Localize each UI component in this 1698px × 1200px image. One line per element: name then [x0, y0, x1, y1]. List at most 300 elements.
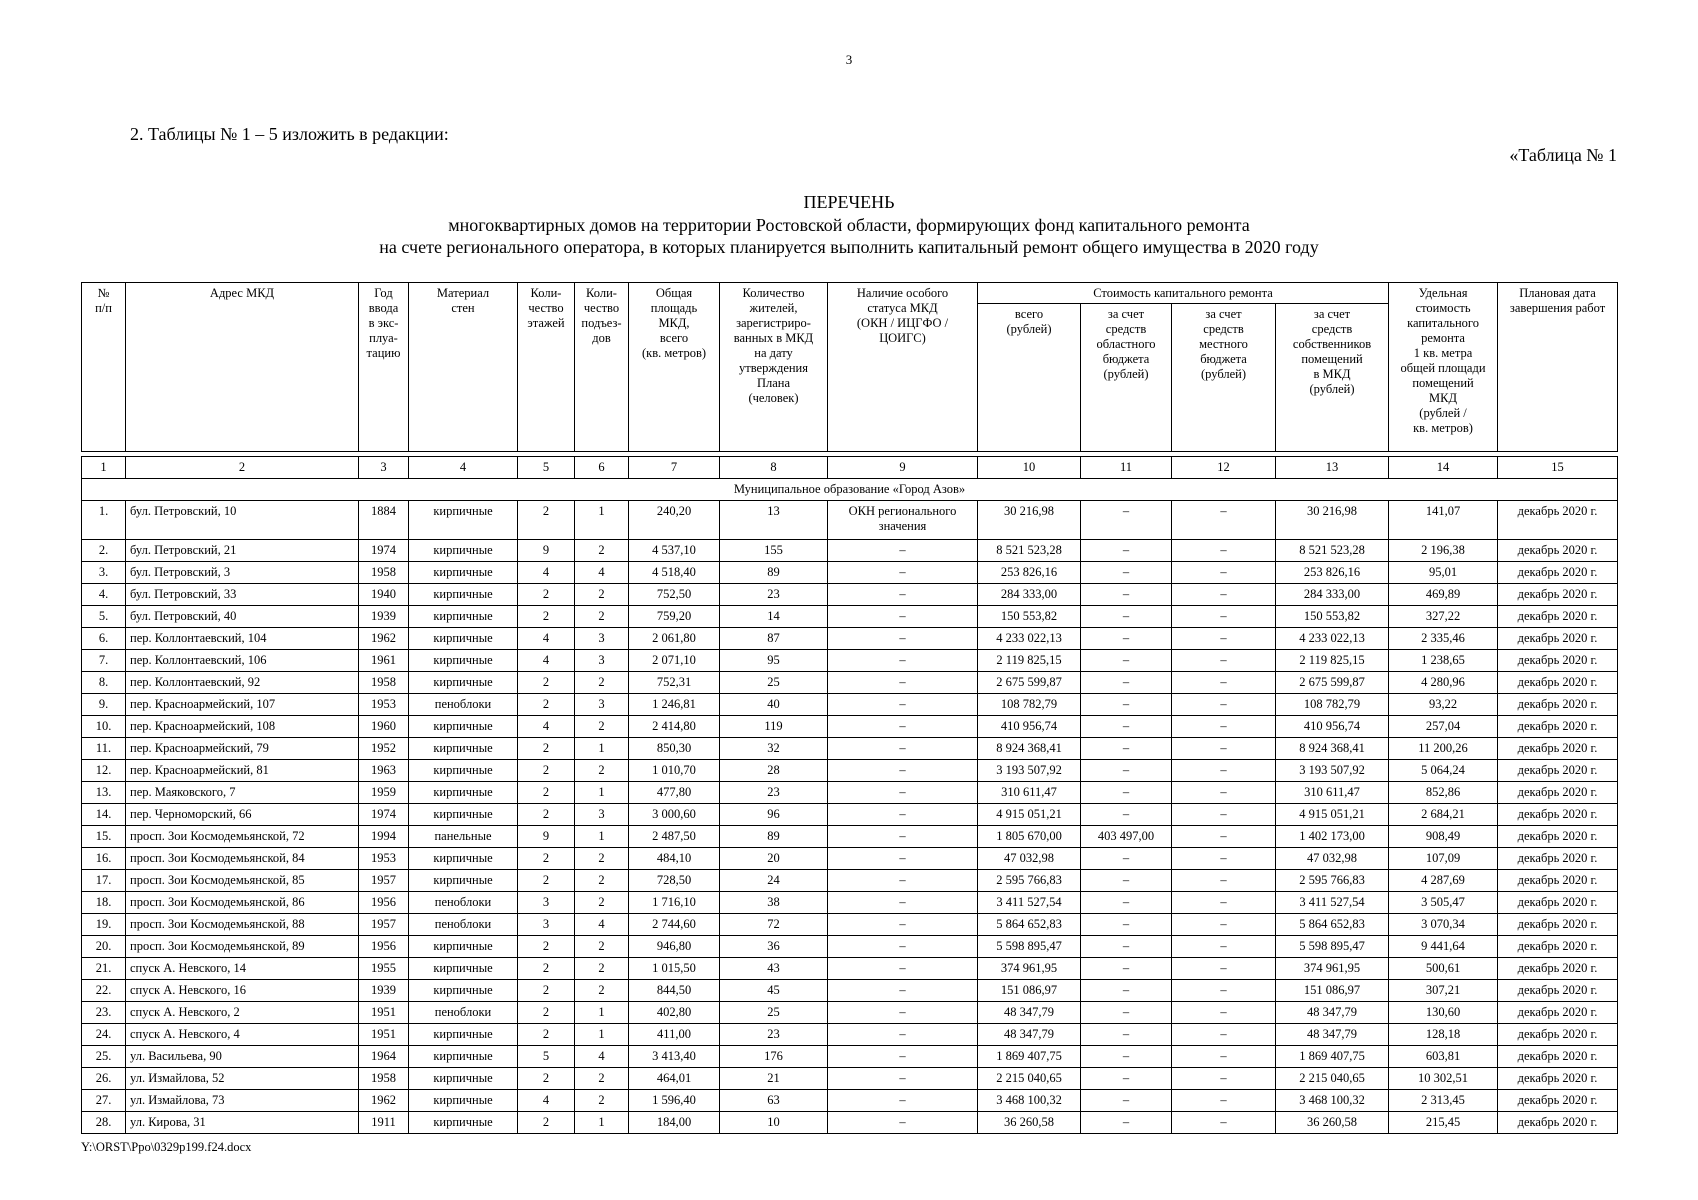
cell-row-number: 16.: [82, 848, 126, 870]
cell-cost-regional-budget: –: [1081, 1024, 1172, 1046]
cell-address: спуск А. Невского, 2: [126, 1002, 359, 1024]
cell-address: ул. Васильева, 90: [126, 1046, 359, 1068]
cell-cost-owners: 5 864 652,83: [1276, 914, 1389, 936]
cell-cost-regional-budget: –: [1081, 540, 1172, 562]
cell-year: 1962: [359, 1090, 409, 1112]
cell-residents: 23: [720, 1024, 828, 1046]
cell-unit-cost: 2 335,46: [1389, 628, 1498, 650]
cell-floors: 3: [518, 914, 575, 936]
cell-cost-owners: 108 782,79: [1276, 694, 1389, 716]
cell-total-area: 759,20: [629, 606, 720, 628]
cell-floors: 2: [518, 1068, 575, 1090]
table-row: [82, 848, 1618, 870]
cell-cost-total: 30 216,98: [978, 501, 1081, 540]
cell-cost-regional-budget: –: [1081, 892, 1172, 914]
municipality-section-title: Муниципальное образование «Город Азов»: [82, 479, 1618, 501]
cell-address: спуск А. Невского, 16: [126, 980, 359, 1002]
cell-floors: 2: [518, 980, 575, 1002]
table-row: [82, 870, 1618, 892]
cell-special-status: –: [828, 870, 978, 892]
cell-total-area: 1 596,40: [629, 1090, 720, 1112]
cell-year: 1939: [359, 606, 409, 628]
cell-planned-date: декабрь 2020 г.: [1498, 694, 1618, 716]
cell-special-status: –: [828, 782, 978, 804]
cell-floors: 2: [518, 804, 575, 826]
cell-planned-date: декабрь 2020 г.: [1498, 782, 1618, 804]
cell-special-status: –: [828, 1068, 978, 1090]
cell-cost-regional-budget: –: [1081, 958, 1172, 980]
cell-address: просп. Зои Космодемьянской, 88: [126, 914, 359, 936]
cell-address: просп. Зои Космодемьянской, 85: [126, 870, 359, 892]
cell-row-number: 8.: [82, 672, 126, 694]
cell-year: 1958: [359, 562, 409, 584]
cell-unit-cost: 130,60: [1389, 1002, 1498, 1024]
cell-cost-total: 3 411 527,54: [978, 892, 1081, 914]
cell-floors: 2: [518, 584, 575, 606]
cell-residents: 45: [720, 980, 828, 1002]
table-row: [82, 1112, 1618, 1134]
cell-row-number: 27.: [82, 1090, 126, 1112]
cell-total-area: 1 246,81: [629, 694, 720, 716]
cell-total-area: 402,80: [629, 1002, 720, 1024]
cell-row-number: 28.: [82, 1112, 126, 1134]
header-body: [82, 283, 1618, 452]
cell-cost-total: 2 215 040,65: [978, 1068, 1081, 1090]
cell-cost-regional-budget: –: [1081, 980, 1172, 1002]
cell-total-area: 728,50: [629, 870, 720, 892]
cell-cost-local-budget: –: [1172, 826, 1276, 848]
cell-year: 1951: [359, 1002, 409, 1024]
column-number-row: [82, 457, 1618, 479]
cell-cost-local-budget: –: [1172, 1090, 1276, 1112]
cell-special-status: –: [828, 804, 978, 826]
cell-cost-regional-budget: –: [1081, 870, 1172, 892]
cell-wall-material: кирпичные: [409, 980, 518, 1002]
cell-year: 1911: [359, 1112, 409, 1134]
cell-row-number: 19.: [82, 914, 126, 936]
cell-year: 1974: [359, 540, 409, 562]
cell-cost-owners: 1 869 407,75: [1276, 1046, 1389, 1068]
column-number: 15: [1498, 457, 1618, 479]
table-row: [82, 1024, 1618, 1046]
cell-special-status: –: [828, 694, 978, 716]
cell-cost-total: 48 347,79: [978, 1024, 1081, 1046]
cell-entrances: 1: [575, 826, 629, 848]
cell-unit-cost: 469,89: [1389, 584, 1498, 606]
column-number: 13: [1276, 457, 1389, 479]
table-label: «Таблица № 1: [1509, 145, 1617, 165]
cell-entrances: 4: [575, 562, 629, 584]
cell-residents: 40: [720, 694, 828, 716]
cell-unit-cost: 2 684,21: [1389, 804, 1498, 826]
cell-total-area: 4 518,40: [629, 562, 720, 584]
cell-cost-regional-budget: –: [1081, 1002, 1172, 1024]
cell-cost-total: 3 468 100,32: [978, 1090, 1081, 1112]
cell-wall-material: кирпичные: [409, 782, 518, 804]
table-row: [82, 716, 1618, 738]
cell-residents: 63: [720, 1090, 828, 1112]
cell-entrances: 1: [575, 738, 629, 760]
cell-address: пер. Черноморский, 66: [126, 804, 359, 826]
cell-total-area: 2 071,10: [629, 650, 720, 672]
col-header-unit-cost: Удельная стоимость капитального ремонта 1 кв. метра общей площади помещений МКД (рублей / кв. метров): [1389, 283, 1498, 452]
cell-special-status: –: [828, 672, 978, 694]
table-row: [82, 914, 1618, 936]
cell-wall-material: кирпичные: [409, 501, 518, 540]
cell-cost-regional-budget: –: [1081, 650, 1172, 672]
column-number: 5: [518, 457, 575, 479]
cell-entrances: 3: [575, 804, 629, 826]
cell-year: 1958: [359, 672, 409, 694]
cell-cost-total: 5 598 895,47: [978, 936, 1081, 958]
cell-row-number: 2.: [82, 540, 126, 562]
column-number: 11: [1081, 457, 1172, 479]
cell-address: пер. Коллонтаевский, 106: [126, 650, 359, 672]
cell-cost-regional-budget: –: [1081, 501, 1172, 540]
cell-planned-date: декабрь 2020 г.: [1498, 936, 1618, 958]
cell-cost-local-budget: –: [1172, 1046, 1276, 1068]
cell-row-number: 10.: [82, 716, 126, 738]
cell-residents: 21: [720, 1068, 828, 1090]
cell-cost-total: 150 553,82: [978, 606, 1081, 628]
cell-cost-local-budget: –: [1172, 760, 1276, 782]
cell-residents: 23: [720, 584, 828, 606]
cell-residents: 23: [720, 782, 828, 804]
cell-cost-owners: 410 956,74: [1276, 716, 1389, 738]
column-number: 6: [575, 457, 629, 479]
table-header: [81, 282, 1618, 452]
title-line-2: многоквартирных домов на территории Ростовской области, формирующих фонд капитального ремонта: [448, 214, 1250, 235]
cell-address: пер. Красноармейский, 107: [126, 694, 359, 716]
cell-planned-date: декабрь 2020 г.: [1498, 958, 1618, 980]
cell-unit-cost: 307,21: [1389, 980, 1498, 1002]
cell-unit-cost: 141,07: [1389, 501, 1498, 540]
cell-cost-total: 3 193 507,92: [978, 760, 1081, 782]
cell-total-area: 1 015,50: [629, 958, 720, 980]
cell-row-number: 3.: [82, 562, 126, 584]
column-number: 10: [978, 457, 1081, 479]
table-title: [0, 191, 1698, 259]
cell-cost-local-budget: –: [1172, 980, 1276, 1002]
cell-floors: 4: [518, 1090, 575, 1112]
col-header-cost-regional-budget: за счет средств областного бюджета (рублей): [1081, 304, 1172, 452]
cell-wall-material: кирпичные: [409, 672, 518, 694]
cell-entrances: 1: [575, 1024, 629, 1046]
cell-total-area: 2 487,50: [629, 826, 720, 848]
cell-total-area: 752,50: [629, 584, 720, 606]
cell-wall-material: кирпичные: [409, 958, 518, 980]
cell-year: 1963: [359, 760, 409, 782]
cell-cost-regional-budget: –: [1081, 848, 1172, 870]
cell-entrances: 1: [575, 1112, 629, 1134]
cell-floors: 4: [518, 628, 575, 650]
cell-cost-total: 151 086,97: [978, 980, 1081, 1002]
cell-floors: 2: [518, 672, 575, 694]
cell-wall-material: кирпичные: [409, 1046, 518, 1068]
cell-total-area: 2 744,60: [629, 914, 720, 936]
table-body: [82, 457, 1618, 1134]
cell-total-area: 4 537,10: [629, 540, 720, 562]
cell-special-status: –: [828, 936, 978, 958]
cell-cost-local-budget: –: [1172, 1002, 1276, 1024]
cell-total-area: 477,80: [629, 782, 720, 804]
cell-wall-material: кирпичные: [409, 760, 518, 782]
cell-residents: 43: [720, 958, 828, 980]
cell-row-number: 21.: [82, 958, 126, 980]
cell-wall-material: пеноблоки: [409, 892, 518, 914]
cell-planned-date: декабрь 2020 г.: [1498, 584, 1618, 606]
column-number: 9: [828, 457, 978, 479]
cell-cost-owners: 4 233 022,13: [1276, 628, 1389, 650]
cell-cost-total: 1 869 407,75: [978, 1046, 1081, 1068]
cell-entrances: 4: [575, 914, 629, 936]
cell-cost-owners: 5 598 895,47: [1276, 936, 1389, 958]
header-row-1: [82, 283, 1618, 304]
cell-special-status: –: [828, 650, 978, 672]
cell-wall-material: кирпичные: [409, 936, 518, 958]
cell-planned-date: декабрь 2020 г.: [1498, 914, 1618, 936]
cell-cost-total: 253 826,16: [978, 562, 1081, 584]
cell-address: ул. Кирова, 31: [126, 1112, 359, 1134]
column-number: 4: [409, 457, 518, 479]
cell-planned-date: декабрь 2020 г.: [1498, 1068, 1618, 1090]
cell-floors: 2: [518, 958, 575, 980]
cell-cost-local-budget: –: [1172, 501, 1276, 540]
cell-year: 1952: [359, 738, 409, 760]
cell-wall-material: кирпичные: [409, 606, 518, 628]
cell-cost-local-budget: –: [1172, 1024, 1276, 1046]
cell-total-area: 484,10: [629, 848, 720, 870]
cell-residents: 36: [720, 936, 828, 958]
cell-cost-owners: 36 260,58: [1276, 1112, 1389, 1134]
cell-cost-local-budget: –: [1172, 650, 1276, 672]
col-header-residents: Количество жителей, зарегистриро- ванных в МКД на дату утверждения Плана (человек): [720, 283, 828, 452]
cell-address: пер. Красноармейский, 81: [126, 760, 359, 782]
cell-total-area: 946,80: [629, 936, 720, 958]
cell-entrances: 3: [575, 650, 629, 672]
title-line-3: на счете регионального оператора, в которых планируется выполнить капитальный ремонт общего имущества в 2020 году: [379, 237, 1319, 257]
cell-cost-local-budget: –: [1172, 936, 1276, 958]
cell-year: 1994: [359, 826, 409, 848]
cell-unit-cost: 2 313,45: [1389, 1090, 1498, 1112]
cell-planned-date: декабрь 2020 г.: [1498, 606, 1618, 628]
cell-wall-material: кирпичные: [409, 584, 518, 606]
table-row: [82, 738, 1618, 760]
cell-address: ул. Измайлова, 73: [126, 1090, 359, 1112]
cell-row-number: 9.: [82, 694, 126, 716]
cell-cost-owners: 48 347,79: [1276, 1002, 1389, 1024]
col-header-year: Год ввода в экс- плуа- тацию: [359, 283, 409, 452]
cell-row-number: 17.: [82, 870, 126, 892]
table-row: [82, 782, 1618, 804]
cell-address: пер. Красноармейский, 108: [126, 716, 359, 738]
cell-wall-material: кирпичные: [409, 650, 518, 672]
cell-row-number: 24.: [82, 1024, 126, 1046]
table-row: [82, 826, 1618, 848]
cell-floors: 2: [518, 738, 575, 760]
cell-entrances: 2: [575, 606, 629, 628]
cell-year: 1939: [359, 980, 409, 1002]
cell-cost-owners: 151 086,97: [1276, 980, 1389, 1002]
cell-cost-owners: 1 402 173,00: [1276, 826, 1389, 848]
cell-special-status: –: [828, 760, 978, 782]
cell-entrances: 2: [575, 892, 629, 914]
column-number: 7: [629, 457, 720, 479]
cell-cost-owners: 3 193 507,92: [1276, 760, 1389, 782]
cell-wall-material: пеноблоки: [409, 1002, 518, 1024]
cell-residents: 28: [720, 760, 828, 782]
cell-cost-regional-budget: –: [1081, 1046, 1172, 1068]
cell-address: бул. Петровский, 33: [126, 584, 359, 606]
cell-address: пер. Коллонтаевский, 92: [126, 672, 359, 694]
cell-row-number: 6.: [82, 628, 126, 650]
cell-planned-date: декабрь 2020 г.: [1498, 650, 1618, 672]
cell-planned-date: декабрь 2020 г.: [1498, 980, 1618, 1002]
cell-row-number: 11.: [82, 738, 126, 760]
col-header-total-area: Общая площадь МКД, всего (кв. метров): [629, 283, 720, 452]
cell-cost-total: 4 915 051,21: [978, 804, 1081, 826]
cell-unit-cost: 11 200,26: [1389, 738, 1498, 760]
cell-residents: 25: [720, 672, 828, 694]
cell-row-number: 23.: [82, 1002, 126, 1024]
cell-total-area: 411,00: [629, 1024, 720, 1046]
cell-cost-regional-budget: –: [1081, 606, 1172, 628]
cell-floors: 2: [518, 1112, 575, 1134]
cell-cost-regional-budget: –: [1081, 804, 1172, 826]
table-row: [82, 672, 1618, 694]
cell-total-area: 1 010,70: [629, 760, 720, 782]
cell-row-number: 26.: [82, 1068, 126, 1090]
cell-special-status: –: [828, 848, 978, 870]
cell-cost-local-budget: –: [1172, 738, 1276, 760]
cell-unit-cost: 2 196,38: [1389, 540, 1498, 562]
cell-special-status: –: [828, 716, 978, 738]
cell-entrances: 3: [575, 628, 629, 650]
cell-unit-cost: 852,86: [1389, 782, 1498, 804]
cell-row-number: 20.: [82, 936, 126, 958]
cell-unit-cost: 215,45: [1389, 1112, 1498, 1134]
cell-row-number: 15.: [82, 826, 126, 848]
cell-year: 1956: [359, 936, 409, 958]
cell-cost-regional-budget: –: [1081, 738, 1172, 760]
cell-cost-local-budget: –: [1172, 892, 1276, 914]
cell-floors: 2: [518, 870, 575, 892]
cell-total-area: 752,31: [629, 672, 720, 694]
cell-row-number: 5.: [82, 606, 126, 628]
cell-wall-material: кирпичные: [409, 628, 518, 650]
cell-residents: 96: [720, 804, 828, 826]
table-row: [82, 958, 1618, 980]
col-header-planned-date: Плановая дата завершения работ: [1498, 283, 1618, 452]
col-header-cost-total: всего (рублей): [978, 304, 1081, 452]
cell-planned-date: декабрь 2020 г.: [1498, 848, 1618, 870]
cell-year: 1953: [359, 848, 409, 870]
cell-residents: 176: [720, 1046, 828, 1068]
cell-wall-material: кирпичные: [409, 1068, 518, 1090]
cell-year: 1884: [359, 501, 409, 540]
cell-cost-total: 47 032,98: [978, 848, 1081, 870]
cell-unit-cost: 4 287,69: [1389, 870, 1498, 892]
cell-residents: 119: [720, 716, 828, 738]
cell-residents: 72: [720, 914, 828, 936]
cell-cost-owners: 150 553,82: [1276, 606, 1389, 628]
cell-total-area: 844,50: [629, 980, 720, 1002]
cell-year: 1957: [359, 914, 409, 936]
cell-total-area: 2 061,80: [629, 628, 720, 650]
cell-wall-material: кирпичные: [409, 804, 518, 826]
cell-total-area: 2 414,80: [629, 716, 720, 738]
table-row: [82, 1068, 1618, 1090]
table-row: [82, 1002, 1618, 1024]
cell-address: пер. Маяковского, 7: [126, 782, 359, 804]
cell-cost-local-budget: –: [1172, 628, 1276, 650]
cell-planned-date: декабрь 2020 г.: [1498, 628, 1618, 650]
cell-year: 1962: [359, 628, 409, 650]
cell-floors: 2: [518, 606, 575, 628]
cell-floors: 5: [518, 1046, 575, 1068]
table-row: [82, 936, 1618, 958]
cell-row-number: 4.: [82, 584, 126, 606]
cell-planned-date: декабрь 2020 г.: [1498, 892, 1618, 914]
cell-address: просп. Зои Космодемьянской, 84: [126, 848, 359, 870]
cell-cost-owners: 253 826,16: [1276, 562, 1389, 584]
cell-planned-date: декабрь 2020 г.: [1498, 1024, 1618, 1046]
cell-planned-date: декабрь 2020 г.: [1498, 1002, 1618, 1024]
cell-entrances: 2: [575, 980, 629, 1002]
cell-address: бул. Петровский, 40: [126, 606, 359, 628]
title-line-1: ПЕРЕЧЕНЬ: [803, 192, 895, 212]
cell-year: 1961: [359, 650, 409, 672]
table-row: [82, 760, 1618, 782]
cell-residents: 13: [720, 501, 828, 540]
table-row: [82, 694, 1618, 716]
cell-entrances: 1: [575, 501, 629, 540]
cell-cost-regional-budget: –: [1081, 782, 1172, 804]
cell-year: 1964: [359, 1046, 409, 1068]
column-number: 1: [82, 457, 126, 479]
cell-special-status: –: [828, 606, 978, 628]
table-row: [82, 1046, 1618, 1068]
cell-special-status: –: [828, 628, 978, 650]
cell-cost-owners: 310 611,47: [1276, 782, 1389, 804]
cell-special-status: –: [828, 1046, 978, 1068]
cell-cost-total: 310 611,47: [978, 782, 1081, 804]
cell-cost-total: 36 260,58: [978, 1112, 1081, 1134]
cell-residents: 25: [720, 1002, 828, 1024]
cell-cost-owners: 8 521 523,28: [1276, 540, 1389, 562]
cell-cost-regional-budget: –: [1081, 672, 1172, 694]
cell-cost-regional-budget: –: [1081, 584, 1172, 606]
cell-residents: 95: [720, 650, 828, 672]
cell-address: бул. Петровский, 10: [126, 501, 359, 540]
cell-row-number: 18.: [82, 892, 126, 914]
cell-special-status: –: [828, 738, 978, 760]
table-row: [82, 892, 1618, 914]
cell-cost-local-budget: –: [1172, 914, 1276, 936]
cell-special-status: –: [828, 1002, 978, 1024]
cell-address: спуск А. Невского, 4: [126, 1024, 359, 1046]
cell-unit-cost: 1 238,65: [1389, 650, 1498, 672]
cell-row-number: 1.: [82, 501, 126, 540]
cell-cost-local-budget: –: [1172, 804, 1276, 826]
table-row: [82, 562, 1618, 584]
cell-unit-cost: 908,49: [1389, 826, 1498, 848]
houses-table: [81, 456, 1618, 1134]
cell-unit-cost: 93,22: [1389, 694, 1498, 716]
cell-cost-owners: 3 411 527,54: [1276, 892, 1389, 914]
cell-special-status: –: [828, 980, 978, 1002]
table-row: [82, 804, 1618, 826]
